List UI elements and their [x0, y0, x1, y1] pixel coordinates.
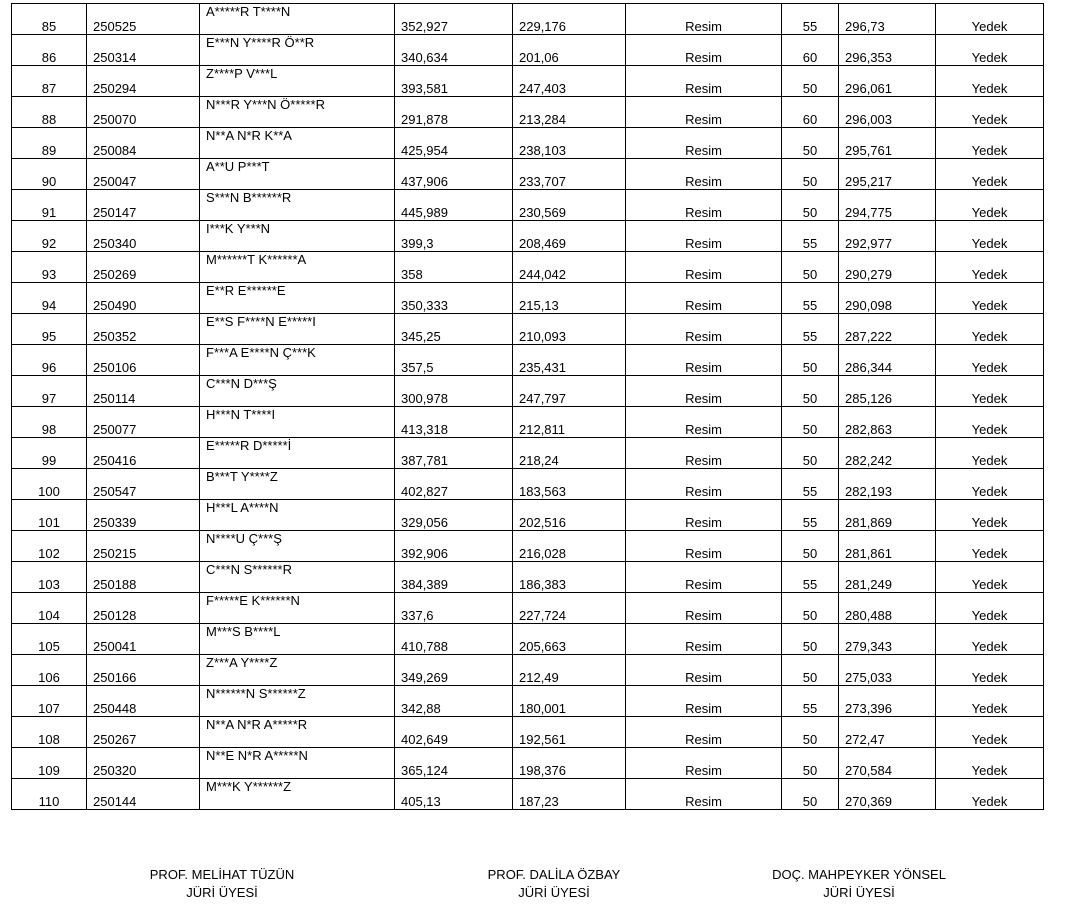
score-1-cell: 349,269: [395, 655, 513, 686]
table-row: [12, 624, 1044, 655]
total-score-cell: 285,126: [839, 376, 936, 407]
branch-cell: Resim: [626, 717, 782, 748]
points-cell: 55: [782, 4, 839, 35]
applicant-id-cell: 250166: [87, 655, 200, 686]
total-score-cell: 282,242: [839, 438, 936, 469]
points-cell: 55: [782, 221, 839, 252]
points-cell: 55: [782, 500, 839, 531]
applicant-name-cell: H***N T****I: [200, 407, 395, 438]
score-2-cell: 218,24: [513, 438, 626, 469]
points-cell: 50: [782, 438, 839, 469]
applicant-id-cell: 250267: [87, 717, 200, 748]
row-number-cell: 96: [12, 345, 87, 376]
branch-cell: Resim: [626, 593, 782, 624]
points-cell: 50: [782, 376, 839, 407]
status-cell: Yedek: [936, 128, 1044, 159]
score-1-cell: 291,878: [395, 97, 513, 128]
status-cell: Yedek: [936, 407, 1044, 438]
table-row: [12, 314, 1044, 345]
score-1-cell: 340,634: [395, 35, 513, 66]
total-score-cell: 280,488: [839, 593, 936, 624]
score-1-cell: 345,25: [395, 314, 513, 345]
table-row: [12, 748, 1044, 779]
branch-cell: Resim: [626, 190, 782, 221]
results-table: [11, 3, 1044, 810]
signature-name: PROF. MELİHAT TÜZÜN: [149, 867, 295, 882]
score-2-cell: 229,176: [513, 4, 626, 35]
row-number-cell: 110: [12, 779, 87, 810]
total-score-cell: 294,775: [839, 190, 936, 221]
points-cell: 50: [782, 190, 839, 221]
applicant-id-cell: 250084: [87, 128, 200, 159]
score-1-cell: 425,954: [395, 128, 513, 159]
points-cell: 50: [782, 159, 839, 190]
applicant-id-cell: 250339: [87, 500, 200, 531]
score-1-cell: 342,88: [395, 686, 513, 717]
score-2-cell: 215,13: [513, 283, 626, 314]
total-score-cell: 296,73: [839, 4, 936, 35]
score-1-cell: 392,906: [395, 531, 513, 562]
row-number-cell: 102: [12, 531, 87, 562]
status-cell: Yedek: [936, 4, 1044, 35]
score-1-cell: 329,056: [395, 500, 513, 531]
applicant-name-cell: E**S F****N E*****I: [200, 314, 395, 345]
score-2-cell: 202,516: [513, 500, 626, 531]
signature-role: JÜRİ ÜYESİ: [823, 885, 895, 900]
total-score-cell: 272,47: [839, 717, 936, 748]
applicant-id-cell: 250070: [87, 97, 200, 128]
row-number-cell: 100: [12, 469, 87, 500]
applicant-name-cell: N******N S******Z: [200, 686, 395, 717]
points-cell: 55: [782, 562, 839, 593]
total-score-cell: 290,279: [839, 252, 936, 283]
score-2-cell: 212,811: [513, 407, 626, 438]
applicant-name-cell: B***T Y****Z: [200, 469, 395, 500]
branch-cell: Resim: [626, 779, 782, 810]
applicant-id-cell: 250547: [87, 469, 200, 500]
branch-cell: Resim: [626, 345, 782, 376]
status-cell: Yedek: [936, 252, 1044, 283]
branch-cell: Resim: [626, 407, 782, 438]
applicant-name-cell: N**A N*R A*****R: [200, 717, 395, 748]
status-cell: Yedek: [936, 593, 1044, 624]
branch-cell: Resim: [626, 376, 782, 407]
branch-cell: Resim: [626, 686, 782, 717]
applicant-name-cell: H***L A****N: [200, 500, 395, 531]
status-cell: Yedek: [936, 779, 1044, 810]
total-score-cell: 295,761: [839, 128, 936, 159]
score-2-cell: 247,403: [513, 66, 626, 97]
points-cell: 55: [782, 469, 839, 500]
row-number-cell: 108: [12, 717, 87, 748]
row-number-cell: 89: [12, 128, 87, 159]
applicant-name-cell: M******T K******A: [200, 252, 395, 283]
score-1-cell: 300,978: [395, 376, 513, 407]
applicant-id-cell: 250144: [87, 779, 200, 810]
table-row: [12, 717, 1044, 748]
applicant-id-cell: 250188: [87, 562, 200, 593]
applicant-id-cell: 250041: [87, 624, 200, 655]
applicant-id-cell: 250490: [87, 283, 200, 314]
applicant-name-cell: A**U P***T: [200, 159, 395, 190]
branch-cell: Resim: [626, 159, 782, 190]
score-2-cell: 216,028: [513, 531, 626, 562]
status-cell: Yedek: [936, 221, 1044, 252]
row-number-cell: 103: [12, 562, 87, 593]
branch-cell: Resim: [626, 531, 782, 562]
score-1-cell: 402,649: [395, 717, 513, 748]
applicant-name-cell: I***K Y***N: [200, 221, 395, 252]
total-score-cell: 287,222: [839, 314, 936, 345]
table-row: [12, 97, 1044, 128]
branch-cell: Resim: [626, 252, 782, 283]
status-cell: Yedek: [936, 717, 1044, 748]
total-score-cell: 282,193: [839, 469, 936, 500]
total-score-cell: 292,977: [839, 221, 936, 252]
points-cell: 60: [782, 35, 839, 66]
branch-cell: Resim: [626, 500, 782, 531]
status-cell: Yedek: [936, 314, 1044, 345]
applicant-id-cell: 250314: [87, 35, 200, 66]
status-cell: Yedek: [936, 190, 1044, 221]
applicant-name-cell: F***A E****N Ç***K: [200, 345, 395, 376]
status-cell: Yedek: [936, 159, 1044, 190]
table-row: [12, 686, 1044, 717]
total-score-cell: 281,249: [839, 562, 936, 593]
score-1-cell: 405,13: [395, 779, 513, 810]
total-score-cell: 295,217: [839, 159, 936, 190]
points-cell: 50: [782, 593, 839, 624]
score-2-cell: 198,376: [513, 748, 626, 779]
row-number-cell: 86: [12, 35, 87, 66]
status-cell: Yedek: [936, 345, 1044, 376]
score-1-cell: 384,389: [395, 562, 513, 593]
points-cell: 50: [782, 779, 839, 810]
table-row: [12, 159, 1044, 190]
status-cell: Yedek: [936, 469, 1044, 500]
applicant-name-cell: S***N B******R: [200, 190, 395, 221]
total-score-cell: 281,869: [839, 500, 936, 531]
score-1-cell: 350,333: [395, 283, 513, 314]
status-cell: Yedek: [936, 66, 1044, 97]
table-row: [12, 438, 1044, 469]
points-cell: 50: [782, 66, 839, 97]
table-row: [12, 469, 1044, 500]
total-score-cell: 296,353: [839, 35, 936, 66]
table-row: [12, 283, 1044, 314]
applicant-name-cell: N**E N*R A*****N: [200, 748, 395, 779]
score-2-cell: 212,49: [513, 655, 626, 686]
applicant-id-cell: 250114: [87, 376, 200, 407]
points-cell: 60: [782, 97, 839, 128]
row-number-cell: 88: [12, 97, 87, 128]
applicant-id-cell: 250448: [87, 686, 200, 717]
applicant-name-cell: N***R Y***N Ö*****R: [200, 97, 395, 128]
signature-name: DOÇ. MAHPEYKER YÖNSEL: [772, 867, 946, 882]
score-1-cell: 357,5: [395, 345, 513, 376]
points-cell: 50: [782, 407, 839, 438]
row-number-cell: 97: [12, 376, 87, 407]
score-2-cell: 192,561: [513, 717, 626, 748]
branch-cell: Resim: [626, 469, 782, 500]
points-cell: 50: [782, 748, 839, 779]
total-score-cell: 281,861: [839, 531, 936, 562]
points-cell: 50: [782, 717, 839, 748]
points-cell: 50: [782, 655, 839, 686]
applicant-id-cell: 250294: [87, 66, 200, 97]
status-cell: Yedek: [936, 624, 1044, 655]
status-cell: Yedek: [936, 500, 1044, 531]
total-score-cell: 296,061: [839, 66, 936, 97]
total-score-cell: 273,396: [839, 686, 936, 717]
status-cell: Yedek: [936, 35, 1044, 66]
score-1-cell: 437,906: [395, 159, 513, 190]
table-row: [12, 4, 1044, 35]
applicant-name-cell: E*****R D*****İ: [200, 438, 395, 469]
applicant-id-cell: 250416: [87, 438, 200, 469]
row-number-cell: 91: [12, 190, 87, 221]
status-cell: Yedek: [936, 531, 1044, 562]
applicant-name-cell: Z****P V***L: [200, 66, 395, 97]
score-2-cell: 244,042: [513, 252, 626, 283]
score-2-cell: 186,383: [513, 562, 626, 593]
table-row: [12, 655, 1044, 686]
table-row: [12, 376, 1044, 407]
score-2-cell: 247,797: [513, 376, 626, 407]
branch-cell: Resim: [626, 128, 782, 159]
applicant-name-cell: F*****E K******N: [200, 593, 395, 624]
row-number-cell: 105: [12, 624, 87, 655]
applicant-name-cell: C***N D***Ş: [200, 376, 395, 407]
total-score-cell: 270,369: [839, 779, 936, 810]
signature-jury-member-3: [729, 866, 989, 902]
total-score-cell: 279,343: [839, 624, 936, 655]
row-number-cell: 106: [12, 655, 87, 686]
table-row: [12, 66, 1044, 97]
status-cell: Yedek: [936, 376, 1044, 407]
applicant-id-cell: 250525: [87, 4, 200, 35]
status-cell: Yedek: [936, 438, 1044, 469]
applicant-name-cell: M***K Y******Z: [200, 779, 395, 810]
table-row: [12, 593, 1044, 624]
table-row: [12, 221, 1044, 252]
branch-cell: Resim: [626, 66, 782, 97]
points-cell: 55: [782, 686, 839, 717]
table-row: [12, 500, 1044, 531]
branch-cell: Resim: [626, 314, 782, 345]
row-number-cell: 85: [12, 4, 87, 35]
score-1-cell: 337,6: [395, 593, 513, 624]
score-2-cell: 210,093: [513, 314, 626, 345]
applicant-id-cell: 250047: [87, 159, 200, 190]
applicant-id-cell: 250215: [87, 531, 200, 562]
applicant-name-cell: E***N Y****R Ö**R: [200, 35, 395, 66]
applicant-name-cell: C***N S******R: [200, 562, 395, 593]
applicant-id-cell: 250077: [87, 407, 200, 438]
row-number-cell: 99: [12, 438, 87, 469]
branch-cell: Resim: [626, 655, 782, 686]
score-1-cell: 399,3: [395, 221, 513, 252]
table-row: [12, 779, 1044, 810]
total-score-cell: 282,863: [839, 407, 936, 438]
applicant-name-cell: N**A N*R K**A: [200, 128, 395, 159]
score-1-cell: 352,927: [395, 4, 513, 35]
branch-cell: Resim: [626, 748, 782, 779]
applicant-name-cell: N****U Ç***Ş: [200, 531, 395, 562]
applicant-id-cell: 250147: [87, 190, 200, 221]
points-cell: 50: [782, 345, 839, 376]
points-cell: 50: [782, 624, 839, 655]
row-number-cell: 101: [12, 500, 87, 531]
score-1-cell: 445,989: [395, 190, 513, 221]
applicant-id-cell: 250106: [87, 345, 200, 376]
status-cell: Yedek: [936, 562, 1044, 593]
table-row: [12, 35, 1044, 66]
score-2-cell: 205,663: [513, 624, 626, 655]
row-number-cell: 98: [12, 407, 87, 438]
signature-block: [0, 866, 1066, 916]
table-row: [12, 252, 1044, 283]
total-score-cell: 270,584: [839, 748, 936, 779]
score-1-cell: 393,581: [395, 66, 513, 97]
applicant-name-cell: Z***A Y****Z: [200, 655, 395, 686]
score-2-cell: 213,284: [513, 97, 626, 128]
table-row: [12, 531, 1044, 562]
row-number-cell: 92: [12, 221, 87, 252]
status-cell: Yedek: [936, 283, 1044, 314]
applicant-id-cell: 250352: [87, 314, 200, 345]
score-2-cell: 233,707: [513, 159, 626, 190]
total-score-cell: 275,033: [839, 655, 936, 686]
signature-name: PROF. DALİLA ÖZBAY: [487, 867, 621, 882]
row-number-cell: 95: [12, 314, 87, 345]
score-2-cell: 230,569: [513, 190, 626, 221]
status-cell: Yedek: [936, 655, 1044, 686]
score-2-cell: 187,23: [513, 779, 626, 810]
score-1-cell: 358: [395, 252, 513, 283]
status-cell: Yedek: [936, 686, 1044, 717]
signature-role: JÜRİ ÜYESİ: [186, 885, 258, 900]
table-row: [12, 562, 1044, 593]
score-1-cell: 402,827: [395, 469, 513, 500]
applicant-name-cell: A*****R T****N: [200, 4, 395, 35]
branch-cell: Resim: [626, 35, 782, 66]
points-cell: 50: [782, 252, 839, 283]
applicant-name-cell: M***S B****L: [200, 624, 395, 655]
score-2-cell: 183,563: [513, 469, 626, 500]
row-number-cell: 109: [12, 748, 87, 779]
row-number-cell: 107: [12, 686, 87, 717]
branch-cell: Resim: [626, 283, 782, 314]
table-body: [12, 4, 1044, 810]
points-cell: 55: [782, 283, 839, 314]
score-1-cell: 387,781: [395, 438, 513, 469]
branch-cell: Resim: [626, 221, 782, 252]
points-cell: 55: [782, 314, 839, 345]
signature-jury-member-1: [92, 866, 352, 902]
applicant-id-cell: 250320: [87, 748, 200, 779]
points-cell: 50: [782, 531, 839, 562]
row-number-cell: 104: [12, 593, 87, 624]
branch-cell: Resim: [626, 97, 782, 128]
signature-jury-member-2: [424, 866, 684, 902]
total-score-cell: 296,003: [839, 97, 936, 128]
total-score-cell: 286,344: [839, 345, 936, 376]
score-1-cell: 413,318: [395, 407, 513, 438]
score-2-cell: 208,469: [513, 221, 626, 252]
row-number-cell: 87: [12, 66, 87, 97]
status-cell: Yedek: [936, 748, 1044, 779]
score-2-cell: 235,431: [513, 345, 626, 376]
applicant-id-cell: 250340: [87, 221, 200, 252]
table-row: [12, 128, 1044, 159]
score-1-cell: 365,124: [395, 748, 513, 779]
applicant-id-cell: 250128: [87, 593, 200, 624]
table-row: [12, 407, 1044, 438]
branch-cell: Resim: [626, 624, 782, 655]
score-1-cell: 410,788: [395, 624, 513, 655]
table-row: [12, 190, 1044, 221]
row-number-cell: 90: [12, 159, 87, 190]
table-row: [12, 345, 1044, 376]
score-2-cell: 227,724: [513, 593, 626, 624]
total-score-cell: 290,098: [839, 283, 936, 314]
branch-cell: Resim: [626, 438, 782, 469]
row-number-cell: 94: [12, 283, 87, 314]
row-number-cell: 93: [12, 252, 87, 283]
applicant-id-cell: 250269: [87, 252, 200, 283]
signature-role: JÜRİ ÜYESİ: [518, 885, 590, 900]
applicant-name-cell: E**R E******E: [200, 283, 395, 314]
branch-cell: Resim: [626, 4, 782, 35]
points-cell: 50: [782, 128, 839, 159]
score-2-cell: 238,103: [513, 128, 626, 159]
score-2-cell: 201,06: [513, 35, 626, 66]
status-cell: Yedek: [936, 97, 1044, 128]
score-2-cell: 180,001: [513, 686, 626, 717]
branch-cell: Resim: [626, 562, 782, 593]
